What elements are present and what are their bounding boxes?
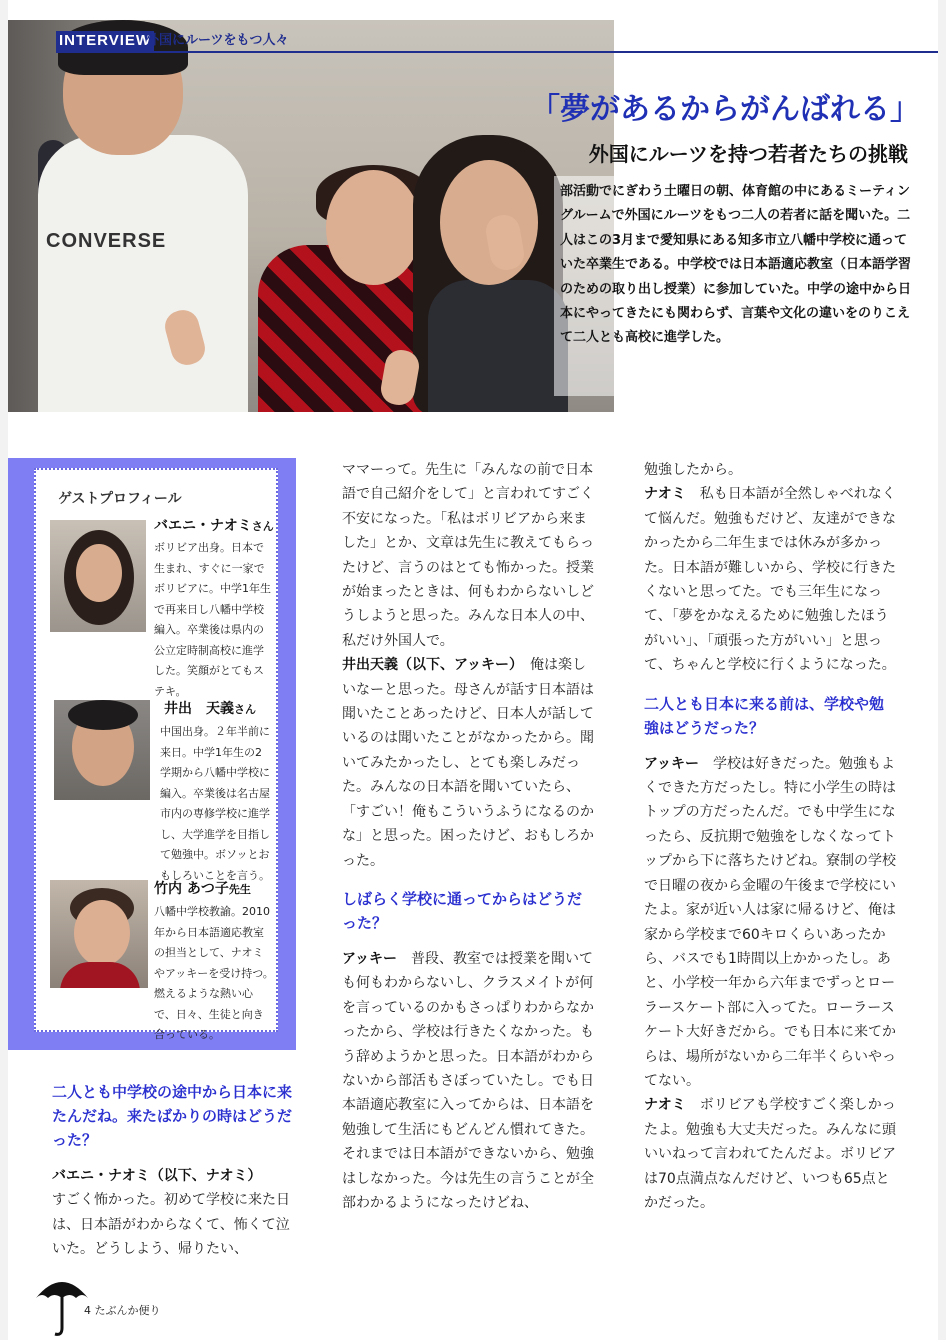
guest-profile-box (8, 458, 296, 1050)
speaker-label: アッキー (644, 755, 700, 772)
magazine-page (8, 0, 938, 1340)
speaker-label: バエニ・ナオミ（以下、ナオミ） (52, 1168, 262, 1184)
column-3 (644, 458, 896, 1215)
hero-photo (8, 20, 614, 412)
section-subtitle: 外国にルーツをもつ人々 (146, 33, 289, 48)
header-rule (56, 51, 938, 53)
answer-text: 勉強したから。 (644, 462, 742, 478)
guest-name-takeuchi: 竹内 あつ子先生 (154, 881, 251, 897)
answer-text: 普段、教室では授業を聞いても何もわからないし、クラスメイトが何を言っているのかもさっぱりわからなかったから、学校は行きたくなかった。もう辞めようかと思った。日本語がわからないから部活もさぼっていたし。でも日本語適応教室に入ってからは、日本語を勉強して生活にもどんどん慣れてきた。それまでは日本語ができないから、勉強はしなかった。今は先生の言うことが全部わかるようになったけどね、 (342, 950, 594, 1211)
speaker-label: アッキー (342, 950, 398, 967)
speaker-label: 井出天義（以下、アッキー） (342, 657, 517, 674)
column-2 (342, 458, 594, 1215)
column-1 (52, 1066, 302, 1262)
shirt-print: CONVERSE (46, 230, 167, 252)
answer-text: ボリビアも学校すごく楽しかったよ。勉強も大丈夫だった。みんなに頭いいねって言われてたんだよ。ボリビアは70点満点なんだけど、いつも65点とかだった。 (644, 1097, 896, 1211)
answer-text: すごく怖かった。初めて学校に来た日は、日本語がわからなくて、怖くて泣いた。どうしよう、帰りたい、 (52, 1192, 290, 1258)
guest-bio-takeuchi: 八幡中学校教諭。2010年から日本語適応教室の担当として、ナオミやアッキーを受け持つ。燃えるような熱い心で、日々、生徒と向き合っている。 (154, 905, 274, 1041)
article-subtitle: 外国にルーツを持つ若者たちの挑戦 (588, 142, 908, 166)
umbrella-icon (32, 1268, 92, 1340)
answer-text: 学校は好きだった。勉強もよくできた方だったし。特に小学生の時はトップの方だったんだ。でも中学生になったら、反抗期で勉強をしなくなってトップから下に落ちたけどね。寮制の学校で日曜の夜から金曜の午後まで学校にいたよ。家が近い人は家に帰るけど、俺は家から学校まで60キロくらいあったから、バスでも1時間以上かかったし。あと、小学校一年から六年までずっとローラースケート部に入ってた。ローラースケート大好きだから。でも日本に来てからは、場所がないから二年半くらいやってない。 (644, 755, 896, 1089)
guest-photo-naomi (50, 520, 146, 632)
article-lead: 部活動でにぎわう土曜日の朝、体育館の中にあるミーティングルームで外国にルーツをもつ二人の若者に話を聞いた。二人はこの3月まで愛知県にある知多市立八幡中学校に通っていた卒業生である。中学校では日本語適応教室（日本語学習のための取り出し授業）に参加していた。中学の途中から日本にやってきたにも関わらず、言葉や文化の違いをのりこえて二人とも高校に進学した。 (560, 184, 912, 346)
guest-photo-akki (54, 700, 150, 800)
guest-name-naomi: バエニ・ナオミさん (154, 518, 274, 534)
publication-name: たぶんか便り (94, 1304, 161, 1317)
answer-text: 俺は楽しいなーと思った。母さんが話す日本語は聞いたことあったけど、日本人が話しているのは聞いたことがなかったから。聞いてみたかったし、とても楽しみだった。みんなの日本語を聞いていたら、「すごい！俺もこういうふうになるのかな」と思った。困ったけど、おもしろかった。 (342, 657, 594, 869)
section-tag: INTERVIEW (56, 31, 154, 51)
profile-title: ゲストプロフィール (58, 491, 182, 507)
page-footer (84, 1302, 161, 1318)
guest-photo-takeuchi (50, 880, 148, 988)
guest-bio-akki: 中国出身。２年半前に来日。中学1年生の2学期から八幡中学校に編入。卒業後は名古屋市内の専修学校に進学し、大学進学を目指して勉強中。ボソッとおもしろいことを言う。 (160, 725, 270, 882)
question-heading: 二人とも日本に来る前は、学校や勉強はどうだった？ (644, 694, 885, 737)
guest-name-akki: 井出 天義さん (164, 701, 256, 717)
guest-bio-naomi: ボリビア出身。日本で生まれ、すぐに一家でボリビアに。中学1年生で再来日し八幡中学校編入。卒業後は県内の公立定時制高校に進学した。笑顔がとてもステキ。 (154, 541, 271, 698)
question-heading: 二人とも中学校の途中から日本に来たんだね。来たばかりの時はどうだった？ (52, 1083, 293, 1149)
speaker-label: ナオミ (644, 1097, 686, 1114)
answer-text: 私も日本語が全然しゃべれなくて悩んだ。勉強もだけど、友達ができなかったから二年生までは休みが多かった。日本語が難しいから、学校に行きたくないと思ってた。でも三年生になって、「夢をかなえるために勉強したほうがいい」、「頑張った方がいい」と思って、ちゃんと学校に行くようになった。 (644, 486, 896, 674)
question-heading: しばらく学校に通ってからはどうだった？ (342, 889, 583, 932)
article-title: 「夢があるからがんばれる」 (530, 92, 920, 127)
answer-text: ママーって。先生に「みんなの前で日本語で自己紹介をして」と言われてすごく不安になった。「私はボリビアから来ました」とか、文章は先生に教えてもらったけど、言うのはとても怖かった。授業が始まったときは、何もわからないしどうしようと思った。みんな日本人の中、私だけ外国人で。 (342, 462, 594, 649)
speaker-label: ナオミ (644, 486, 686, 503)
page-number: 4 (84, 1304, 91, 1317)
